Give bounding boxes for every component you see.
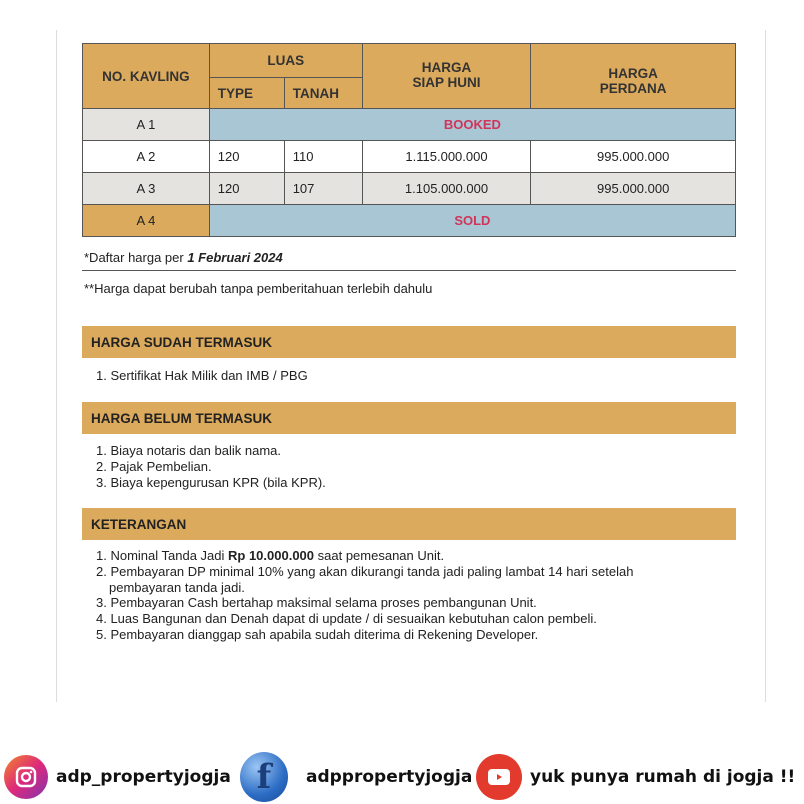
siap-huni-cell: 1.115.000.000 <box>362 141 531 173</box>
page-border-left <box>56 30 57 702</box>
type-cell: 120 <box>209 173 284 205</box>
list-item: 1. Sertifikat Hak Milik dan IMB / PBG <box>96 368 308 383</box>
kavling-no: A 1 <box>83 109 210 141</box>
tanah-cell: 110 <box>284 141 362 173</box>
kavling-no: A 2 <box>83 141 210 173</box>
table-row <box>83 205 736 237</box>
list-item: 2. Pembayaran DP minimal 10% yang akan dikurangi tanda jadi paling lambat 14 hari setelah <box>96 563 634 579</box>
kavling-no: A 3 <box>83 173 210 205</box>
header-type: TYPE <box>209 78 284 109</box>
item-text: saat pemesanan Unit. <box>314 548 445 563</box>
page-border-right <box>765 30 766 702</box>
header-luas: LUAS <box>209 44 362 78</box>
facebook-link[interactable] <box>240 752 472 802</box>
instagram-link[interactable] <box>4 752 231 802</box>
instagram-icon <box>4 755 48 799</box>
list-item: 4. Luas Bangunan dan Denah dapat di update / di sesuaikan kebutuhan calon pembeli. <box>96 611 597 627</box>
status-badge: BOOKED <box>209 109 735 141</box>
item-amount: Rp 10.000.000 <box>228 548 315 563</box>
termasuk-list <box>96 368 726 384</box>
perdana-cell: 995.000.000 <box>531 141 736 173</box>
list-item: 3. Biaya kepengurusan KPR (bila KPR). <box>96 474 326 490</box>
price-date-note <box>84 250 283 265</box>
item-text: 1. Nominal Tanda Jadi <box>96 548 229 563</box>
price-table <box>82 43 736 237</box>
siap-huni-cell: 1.105.000.000 <box>362 173 531 205</box>
divider <box>82 270 736 271</box>
facebook-icon: f <box>240 752 288 802</box>
header-siap-huni: HARGA SIAP HUNI <box>362 44 531 109</box>
header-no-kavling: NO. KAVLING <box>83 44 210 109</box>
status-badge: SOLD <box>209 205 735 237</box>
youtube-icon <box>476 754 522 800</box>
list-item-continuation: pembayaran tanda jadi. <box>109 579 245 595</box>
note-prefix: *Daftar harga per <box>84 250 188 265</box>
perdana-cell: 995.000.000 <box>531 173 736 205</box>
note-date: 1 Februari 2024 <box>187 250 283 265</box>
type-cell: 120 <box>209 141 284 173</box>
table-row <box>83 141 736 173</box>
header-perdana: HARGA PERDANA <box>531 44 736 109</box>
facebook-handle: adppropertyjogja <box>306 767 473 787</box>
tanah-cell: 107 <box>284 173 362 205</box>
list-item: 2. Pajak Pembelian. <box>96 458 212 474</box>
section-header-termasuk: HARGA SUDAH TERMASUK <box>82 326 736 358</box>
belum-list <box>96 443 726 490</box>
table-row <box>83 109 736 141</box>
youtube-tagline: yuk punya rumah di jogja !! <box>530 767 796 787</box>
keterangan-list <box>96 548 726 643</box>
list-item: 1. Biaya notaris dan balik nama. <box>96 443 281 458</box>
instagram-handle: adp_propertyjogja <box>56 767 231 787</box>
list-item: 3. Pembayaran Cash bertahap maksimal selama proses pembangunan Unit. <box>96 595 537 611</box>
section-header-belum: HARGA BELUM TERMASUK <box>82 402 736 434</box>
list-item: 5. Pembayaran dianggap sah apabila sudah diterima di Rekening Developer. <box>96 626 539 642</box>
section-header-keterangan: KETERANGAN <box>82 508 736 540</box>
table-row <box>83 173 736 205</box>
list-item <box>96 548 726 564</box>
header-tanah: TANAH <box>284 78 362 109</box>
kavling-no: A 4 <box>83 205 210 237</box>
youtube-link[interactable] <box>476 752 795 802</box>
price-change-note: **Harga dapat berubah tanpa pemberitahuan terlebih dahulu <box>84 281 433 296</box>
